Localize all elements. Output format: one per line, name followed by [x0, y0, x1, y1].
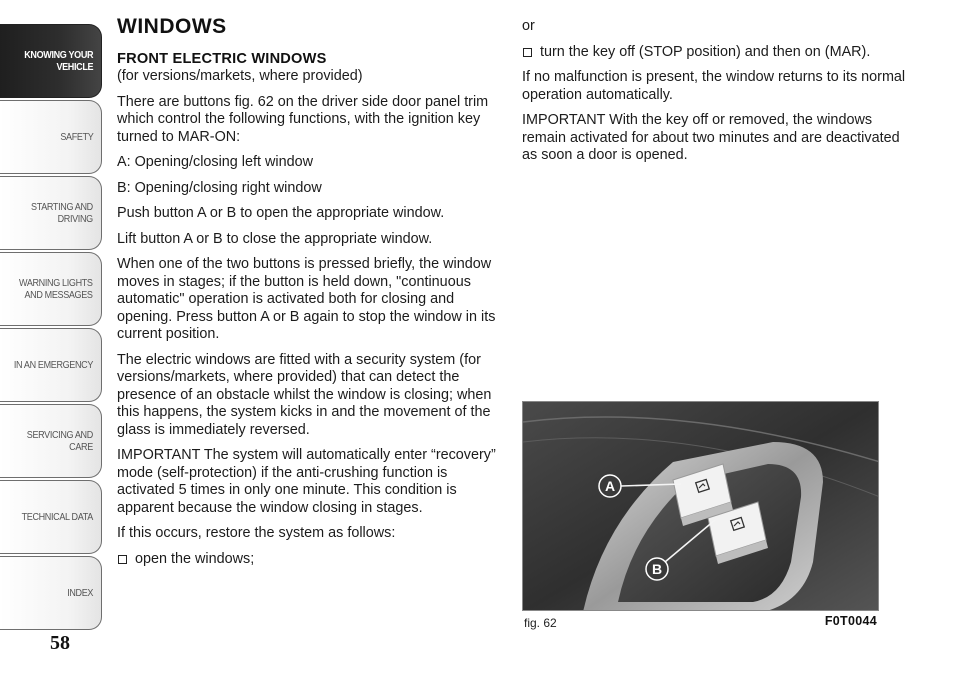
paragraph: There are buttons fig. 62 on the driver side door panel trim which control the following functions, with the ignition key turned to MAR-ON:	[117, 93, 489, 145]
paragraph: B: Opening/closing right window	[117, 179, 322, 196]
left-column	[117, 15, 502, 576]
paragraph: or	[522, 18, 535, 34]
paragraph: A: Opening/closing left window	[117, 154, 313, 170]
page-number: 58	[50, 632, 70, 654]
figure-caption-bar	[522, 614, 879, 632]
tab-safety[interactable]	[0, 100, 102, 174]
section-heading: WINDOWS	[117, 15, 227, 38]
tab-warning-lights[interactable]	[0, 252, 102, 326]
paragraph: IMPORTANT With the key off or removed, the windows remain activated for about two minutes and are deactivated as soon a door is opened.	[522, 112, 900, 163]
paragraph: The electric windows are fitted with a security system (for versions/markets, where provided) that can detect the presence of an obstacle whilst the window is closing; when this happens, the system kicks in and the movement of the glass is immediately reversed.	[117, 351, 492, 438]
bullet-text: open the windows;	[135, 550, 255, 567]
bullet-item	[522, 44, 910, 62]
figure-code: F0T0044	[824, 614, 877, 628]
paragraph: IMPORTANT The system will automatically enter “recovery” mode (self-protection) if the anti-crushing function is activated 5 times in only one minute. This condition is apparent because the window closing in stages.	[117, 447, 496, 516]
right-column	[522, 18, 910, 173]
paragraph: Lift button A or B to close the appropriate window.	[117, 230, 433, 247]
tab-index[interactable]	[0, 556, 102, 630]
bullet-text: turn the key off (STOP position) and then on (MAR).	[540, 43, 871, 60]
tab-knowing-your-vehicle[interactable]	[0, 24, 102, 98]
checkbox-bullet-icon	[523, 48, 532, 57]
callout-label-a: A	[604, 478, 616, 494]
tab-label: TECHNICAL DATA	[21, 511, 93, 523]
tab-servicing-and-care[interactable]	[0, 404, 102, 478]
tab-label: WARNING LIGHTS AND MESSAGES	[19, 277, 93, 301]
checkbox-bullet-icon	[118, 555, 127, 564]
tab-label: IN AN EMERGENCY	[13, 359, 93, 371]
tab-in-an-emergency[interactable]	[0, 328, 102, 402]
subsection-note: (for versions/markets, where provided)	[117, 68, 363, 84]
window-switch-illustration	[523, 402, 879, 611]
bullet-item	[117, 551, 502, 569]
tab-starting-and-driving[interactable]	[0, 176, 102, 250]
tab-label: STARTING AND DRIVING	[31, 201, 93, 225]
paragraph: If this occurs, restore the system as follows:	[117, 525, 396, 541]
paragraph: When one of the two buttons is pressed briefly, the window moves in stages; if the button is held down, "continuous automatic" operation is activated both for closing and opening. Press button A or B again to stop the window in its current position.	[117, 256, 496, 342]
tab-technical-data[interactable]	[0, 480, 102, 554]
figure-window-buttons	[522, 401, 879, 611]
callout-label-b: B	[651, 561, 663, 577]
tab-label: KNOWING YOUR VEHICLE	[24, 49, 93, 73]
tab-label: SERVICING AND CARE	[26, 429, 93, 453]
paragraph: Push button A or B to open the appropriate window.	[117, 205, 445, 221]
subsection-heading: FRONT ELECTRIC WINDOWS	[117, 50, 327, 67]
paragraph: If no malfunction is present, the window returns to its normal operation automatically.	[522, 69, 906, 103]
figure-caption: fig. 62	[524, 616, 557, 630]
tab-label: INDEX	[67, 587, 93, 599]
tab-label: SAFETY	[59, 131, 93, 143]
